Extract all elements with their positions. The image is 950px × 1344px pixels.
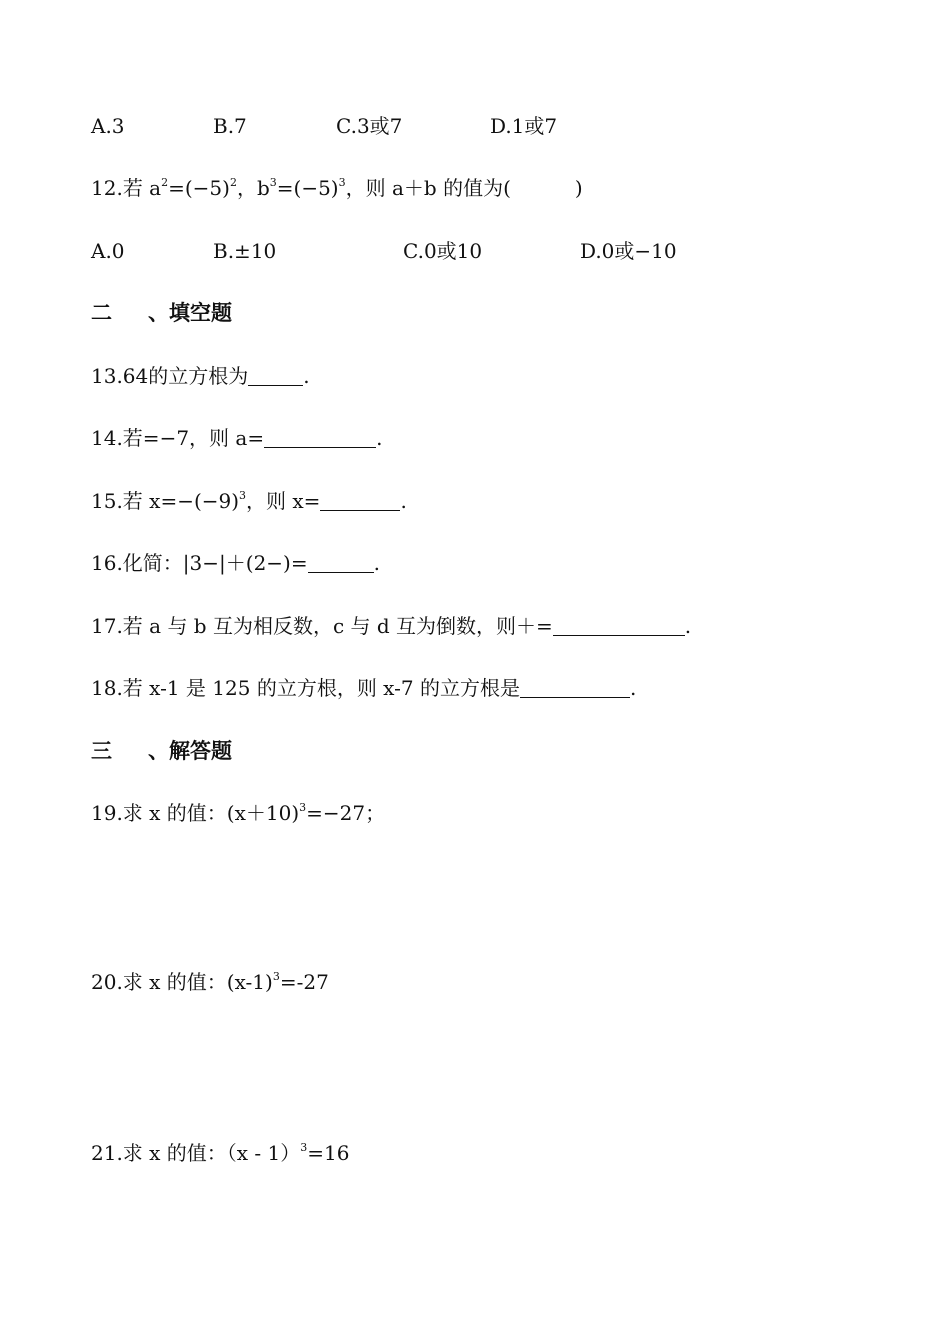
q12-option-a: A.0 — [91, 239, 125, 263]
q12-text-2: =(−5) — [168, 176, 230, 200]
q12-text-1: 若 a — [122, 176, 162, 200]
question-13 — [91, 362, 310, 390]
q12-text-5: ，则 a＋b 的值为( — [345, 176, 511, 200]
question-17 — [91, 612, 691, 640]
q11-option-a: A.3 — [91, 114, 125, 138]
q16-text: 16.化简：|3−|＋(2−)= — [91, 551, 308, 575]
section2-title: 、填空题 — [148, 301, 232, 325]
q16-end: . — [373, 551, 380, 575]
question-14 — [91, 424, 382, 452]
q15-answer-blank[interactable] — [320, 490, 400, 511]
section2-number: 二 — [91, 301, 112, 325]
q14-end: . — [376, 426, 383, 450]
q12-option-c: C.0或10 — [403, 239, 483, 263]
q12-text-6: ) — [574, 176, 583, 200]
q11-option-c: C.3或7 — [336, 114, 403, 138]
q17-end: . — [684, 614, 692, 638]
section-heading-answer — [91, 737, 232, 765]
q12-text-4: =(−5) — [276, 176, 339, 200]
q20-sup: 3 — [272, 970, 280, 983]
q20-text-1: 20.求 x 的值：(x-1) — [91, 970, 273, 994]
q17-text: 17.若 a 与 b 互为相反数，c 与 d 互为倒数，则＋= — [91, 614, 553, 638]
q12-sup-2: 2 — [229, 176, 237, 189]
question-15 — [91, 487, 407, 515]
q11-option-b: B.7 — [213, 114, 247, 138]
q13-text: 13.64的立方根为 — [91, 364, 249, 388]
q12-sup-1: 2 — [161, 176, 169, 189]
q21-text-1: 21.求 x 的值：（x - 1） — [91, 1141, 301, 1165]
question-12 — [91, 174, 583, 202]
q21-sup: 3 — [300, 1141, 308, 1154]
q16-answer-blank[interactable] — [308, 552, 374, 573]
q12-option-b: B.±10 — [213, 239, 277, 263]
q19-sup: 3 — [299, 801, 307, 814]
q11-option-d: D.1或7 — [490, 114, 558, 138]
section-heading-fill-blank — [91, 299, 232, 327]
q19-text-2: =−27； — [306, 801, 386, 825]
q18-answer-blank[interactable] — [520, 677, 630, 698]
q19-text-1: 19.求 x 的值：(x＋10) — [91, 801, 300, 825]
section3-title: 、解答题 — [148, 739, 232, 763]
q14-answer-blank[interactable] — [264, 427, 376, 448]
question-20 — [91, 968, 329, 996]
question-19 — [91, 799, 385, 827]
q13-end: . — [303, 364, 310, 388]
q15-text-2: ，则 x= — [246, 489, 321, 513]
q12-text-3: ，b — [236, 176, 270, 200]
q21-text-2: =16 — [307, 1141, 350, 1165]
question-16 — [91, 549, 380, 577]
section3-number: 三 — [91, 739, 112, 763]
q17-answer-blank[interactable] — [553, 615, 685, 636]
q15-end: . — [400, 489, 407, 513]
q18-end: . — [629, 676, 637, 700]
q14-text: 14.若=−7，则 a= — [91, 426, 265, 450]
q18-text: 18.若 x-1 是 125 的立方根，则 x-7 的立方根是 — [91, 676, 520, 700]
q12-sup-4: 3 — [338, 176, 346, 189]
q20-text-2: =-27 — [279, 970, 329, 994]
q15-text-1: 15.若 x=−(−9) — [91, 489, 240, 513]
q12-sup-3: 3 — [269, 176, 277, 189]
q15-sup: 3 — [239, 489, 247, 502]
q12-number: 12. — [91, 176, 123, 200]
question-21 — [91, 1139, 350, 1167]
question-18 — [91, 674, 636, 702]
q13-answer-blank[interactable] — [248, 365, 303, 386]
q12-option-d: D.0或−10 — [580, 239, 677, 263]
